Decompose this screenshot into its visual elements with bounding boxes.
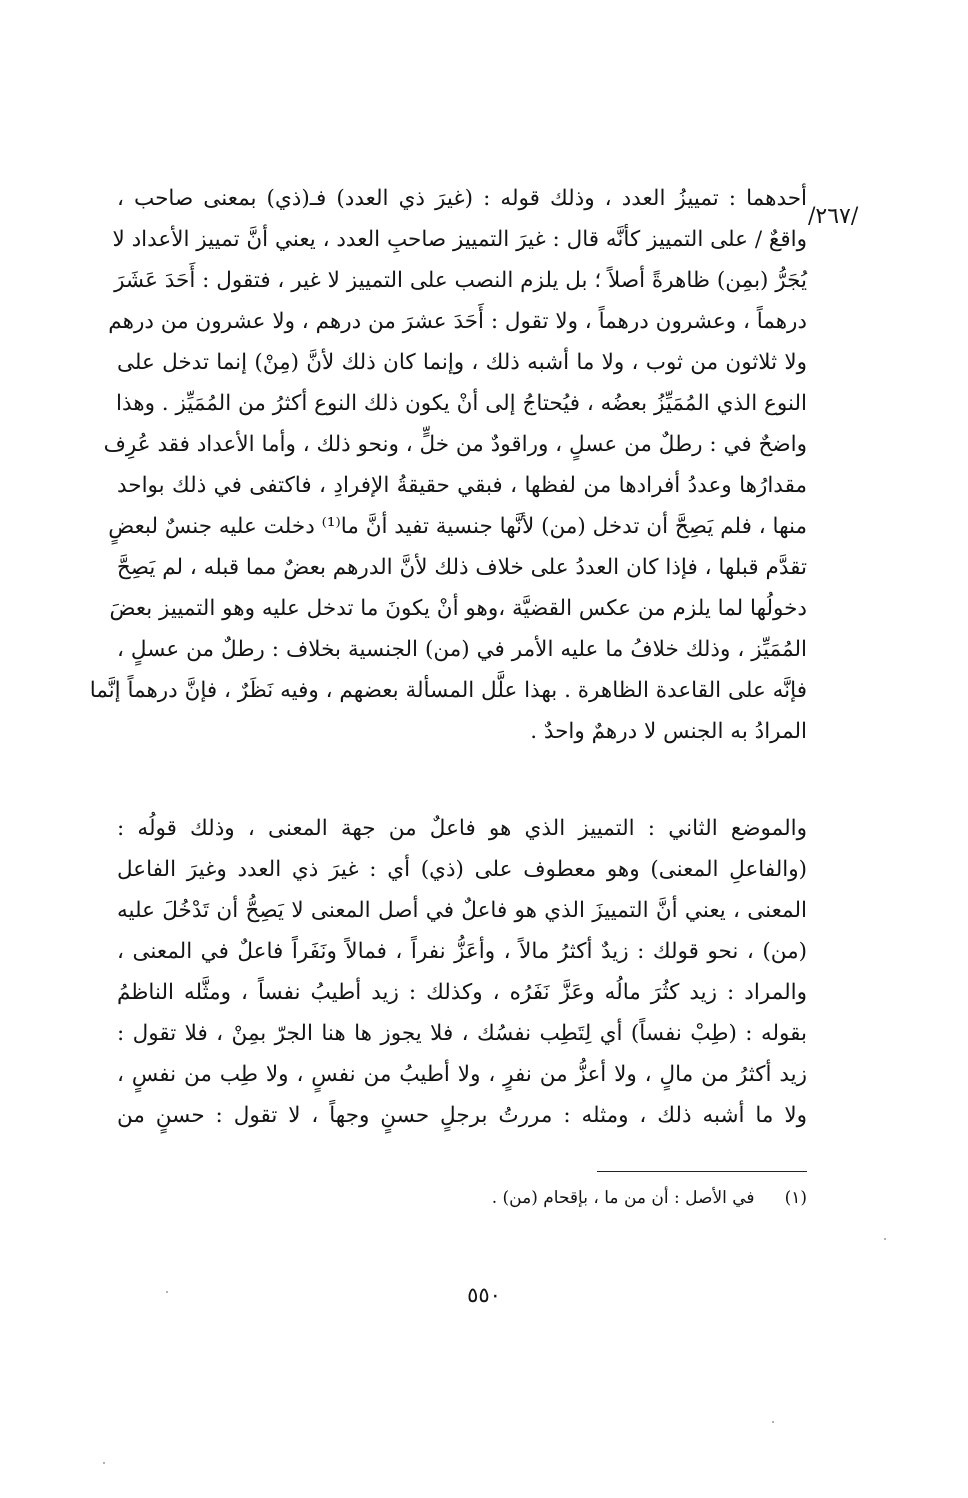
footnote <box>460 1188 807 1208</box>
footnote-text: في الأصل : أن من ما ، بإقحام (من) . <box>491 1188 755 1208</box>
text-line: واضحٌ في : رطلٌ من عسلٍ ، وراقودٌ من خلٍّ ، ونحو ذلك ، وأما الأعداد فقد عُرِف <box>103 432 807 457</box>
page-number: ٥٥٠ <box>467 1283 501 1307</box>
scan-speck <box>772 1421 774 1423</box>
paragraph-first <box>89 178 807 752</box>
text-line: المُمَيِّز ، وذلك خلافُ ما عليه الأمر في (من) الجنسية بخلاف : رطلٌ من عسلٍ ، <box>117 637 807 662</box>
scan-speck <box>166 1291 168 1293</box>
text-line: بقوله : (طِبْ نفساً) أي لِتَطِب نفسُك ، فلا يجوز ها هنا الجرّ بمِنْ ، فلا تقول : <box>117 1021 807 1046</box>
text-line: دخولُها لما يلزم من عكس القضيَّة ،وهو أنْ يكونَ ما تدخل عليه وهو التمييز بعضَ <box>109 596 807 621</box>
text-line: (والفاعلِ المعنى) وهو معطوف على (ذي) أي : غيرَ ذي العدد وغيرَ الفاعل <box>117 857 807 882</box>
text-line: ولا ما أشبه ذلك ، ومثله : مررتُ برجلٍ حسنٍ وجهاً ، لا تقول : حسنٍ من <box>117 1103 807 1128</box>
text-line: زيد أكثرُ من مالٍ ، ولا أعزُّ من نفرٍ ، ولا أطيبُ من نفسٍ ، ولا طِب من نفسٍ ، <box>117 1062 807 1087</box>
text-line: منها ، فلم يَصِحَّ أن تدخل (من) لأنَّها جنسية تفيد أنَّ ما⁽¹⁾ دخلت عليه جنسٌ لبعضٍ <box>108 514 807 539</box>
text-line: النوع الذي المُمَيِّزُ بعضُه ، فيُحتاجُ إلى أنْ يكون ذلك النوع أكثرُ من المُمَيِّز . وهذا <box>115 391 807 416</box>
text-line: مقدارُها وعددُ أفرادها من لفظها ، فبقي حقيقةُ الإفرادِ ، فاكتفى في ذلك بواحد <box>117 473 807 498</box>
margin-page-reference: /٢٦٧/ <box>808 204 859 229</box>
text-line: والموضع الثاني : التمييز الذي هو فاعلٌ من جهة المعنى ، وذلك قولُه : <box>117 816 807 841</box>
text-line: واقعٌ / على التمييز كأنَّه قال : غيرَ التمييز صاحبِ العدد ، يعني أنَّ تمييز الأعداد لا <box>112 227 807 252</box>
text-line: والمراد : زيد كثُرَ مالُه وعَزَّ نَفَرُه ، وكذلك : زيد أطيبُ نفساً ، ومثَّله الناظمُ <box>117 980 807 1005</box>
scan-speck <box>103 1462 105 1464</box>
text-line: ولا ثلاثون من ثوب ، ولا ما أشبه ذلك ، وإنما كان ذلك لأنَّ (مِنْ) إنما تدخل على <box>117 350 807 375</box>
text-line: (من) ، نحو قولك : زيدٌ أكثرُ مالاً ، وأعَزُّ نفراً ، فمالاً ونَفَراً فاعلٌ في المعنى ، <box>117 939 807 964</box>
footnote-number: (١) <box>784 1188 807 1208</box>
text-line: درهماً ، وعشرون درهماً ، ولا تقول : أَحَدَ عشرَ من درهم ، ولا عشرون من درهم <box>108 309 807 334</box>
text-line: أحدهما : تمييزُ العدد ، وذلك قوله : (غيرَ ذي العدد) فـ(ذي) بمعنى صاحب ، <box>117 186 807 211</box>
text-line: تقدَّم قبلها ، فإذا كان العددُ على خلاف ذلك لأنَّ الدرهم بعضٌ مما قبله ، لم يَصِحَّ <box>116 555 807 580</box>
scan-speck <box>884 1238 886 1240</box>
text-line: المعنى ، يعني أنَّ التمييزَ الذي هو فاعلٌ في أصل المعنى لا يَصِحُّ أن تَدْخُلَ عليه <box>117 898 807 923</box>
footnote-separator <box>597 1171 807 1172</box>
text-line: فإنَّه على القاعدة الظاهرة . بهذا علَّل المسألة بعضهم ، وفيه نَظَرٌ ، فإنَّ درهماً إنَّما <box>89 678 807 703</box>
text-line: المرادُ به الجنس لا درهمٌ واحدٌ . <box>530 719 807 744</box>
paragraph-second <box>117 808 807 1136</box>
text-line: يُجَرُّ (بمِن) ظاهرةً أصلاً ؛ بل يلزم النصب على التمييز لا غير ، فتقول : أَحَدَ عَشَرَ <box>114 268 807 293</box>
